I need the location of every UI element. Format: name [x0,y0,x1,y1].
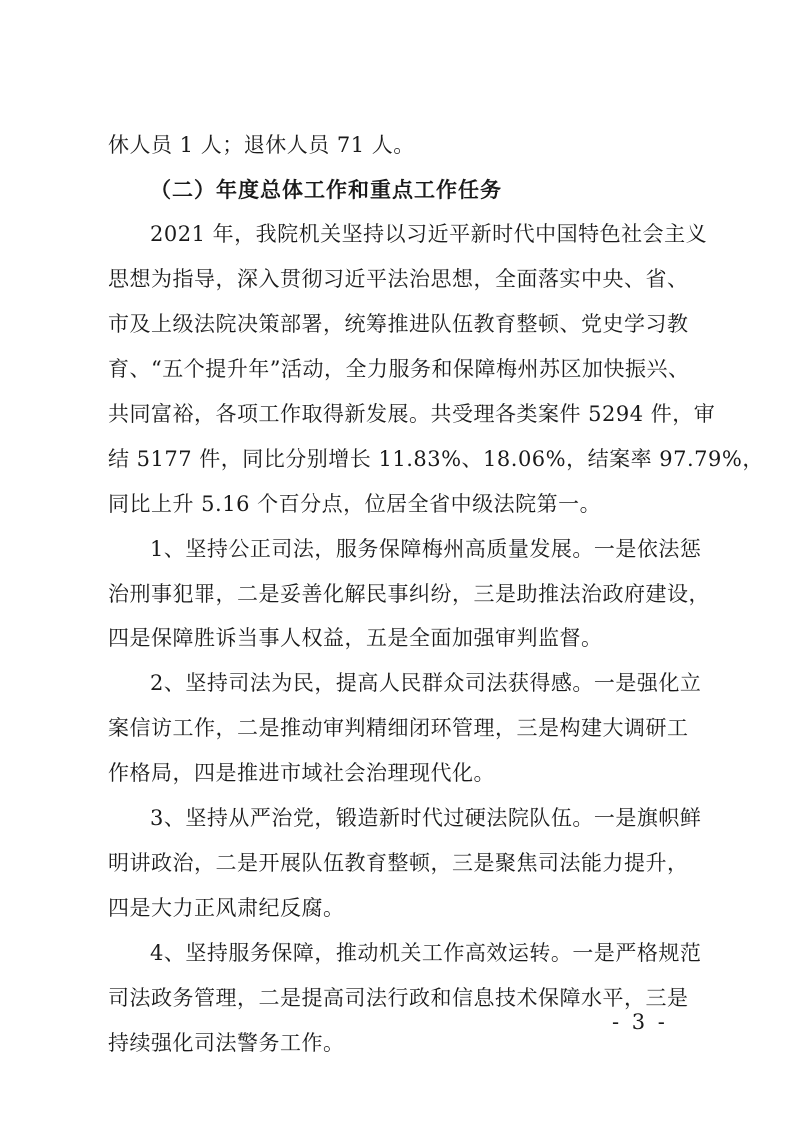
text-line: 四是大力正风肃纪反腐。 [108,896,345,920]
text-line: 四是保障胜诉当事人权益，五是全面加强审判监督。 [108,626,603,650]
text-line: 共同富裕，各项工作取得新发展。共受理各类案件 5294 件，审 [108,402,716,426]
text-line: 持续强化司法警务工作。 [108,1031,345,1055]
page-number: - 3 - [612,1010,668,1034]
text-line: 治刑事犯罪，二是妥善化解民事纠纷，三是助推法治政府建设， [108,582,710,606]
section-heading: （二）年度总体工作和重点工作任务 [150,178,502,202]
text-line: 司法政务管理，二是提高司法行政和信息技术保障水平，三是 [108,986,689,1010]
text-line: 同比上升 5.16 个百分点，位居全省中级法院第一。 [108,492,602,516]
text-line: 2、坚持司法为民，提高人民群众司法获得感。一是强化立 [150,671,702,695]
text-line: 3、坚持从严治党，锻造新时代过硬法院队伍。一是旗帜鲜 [150,806,702,830]
text-line: 案信访工作，二是推动审判精细闭环管理，三是构建大调研工 [108,716,689,740]
text-line: 育、“五个提升年”活动，全力服务和保障梅州苏区加快振兴、 [108,357,690,381]
text-line: 明讲政治，二是开展队伍教育整顿，三是聚焦司法能力提升， [108,851,689,875]
text-line: 结 5177 件，同比分别增长 11.83%、18.06%，结案率 97.79%， [108,447,764,471]
text-line: 休人员 1 人；退休人员 71 人。 [108,133,415,157]
text-line: 2021 年，我院机关坚持以习近平新时代中国特色社会主义 [150,222,708,246]
text-line: 作格局，四是推进市域社会治理现代化。 [108,761,495,785]
text-line: 思想为指导，深入贯彻习近平法治思想，全面落实中央、省、 [108,267,689,291]
text-line: 4、坚持服务保障，推动机关工作高效运转。一是严格规范 [150,941,702,965]
text-line: 1、坚持公正司法，服务保障梅州高质量发展。一是依法惩 [150,537,702,561]
text-line: 市及上级法院决策部署，统筹推进队伍教育整顿、党史学习教 [108,312,689,336]
